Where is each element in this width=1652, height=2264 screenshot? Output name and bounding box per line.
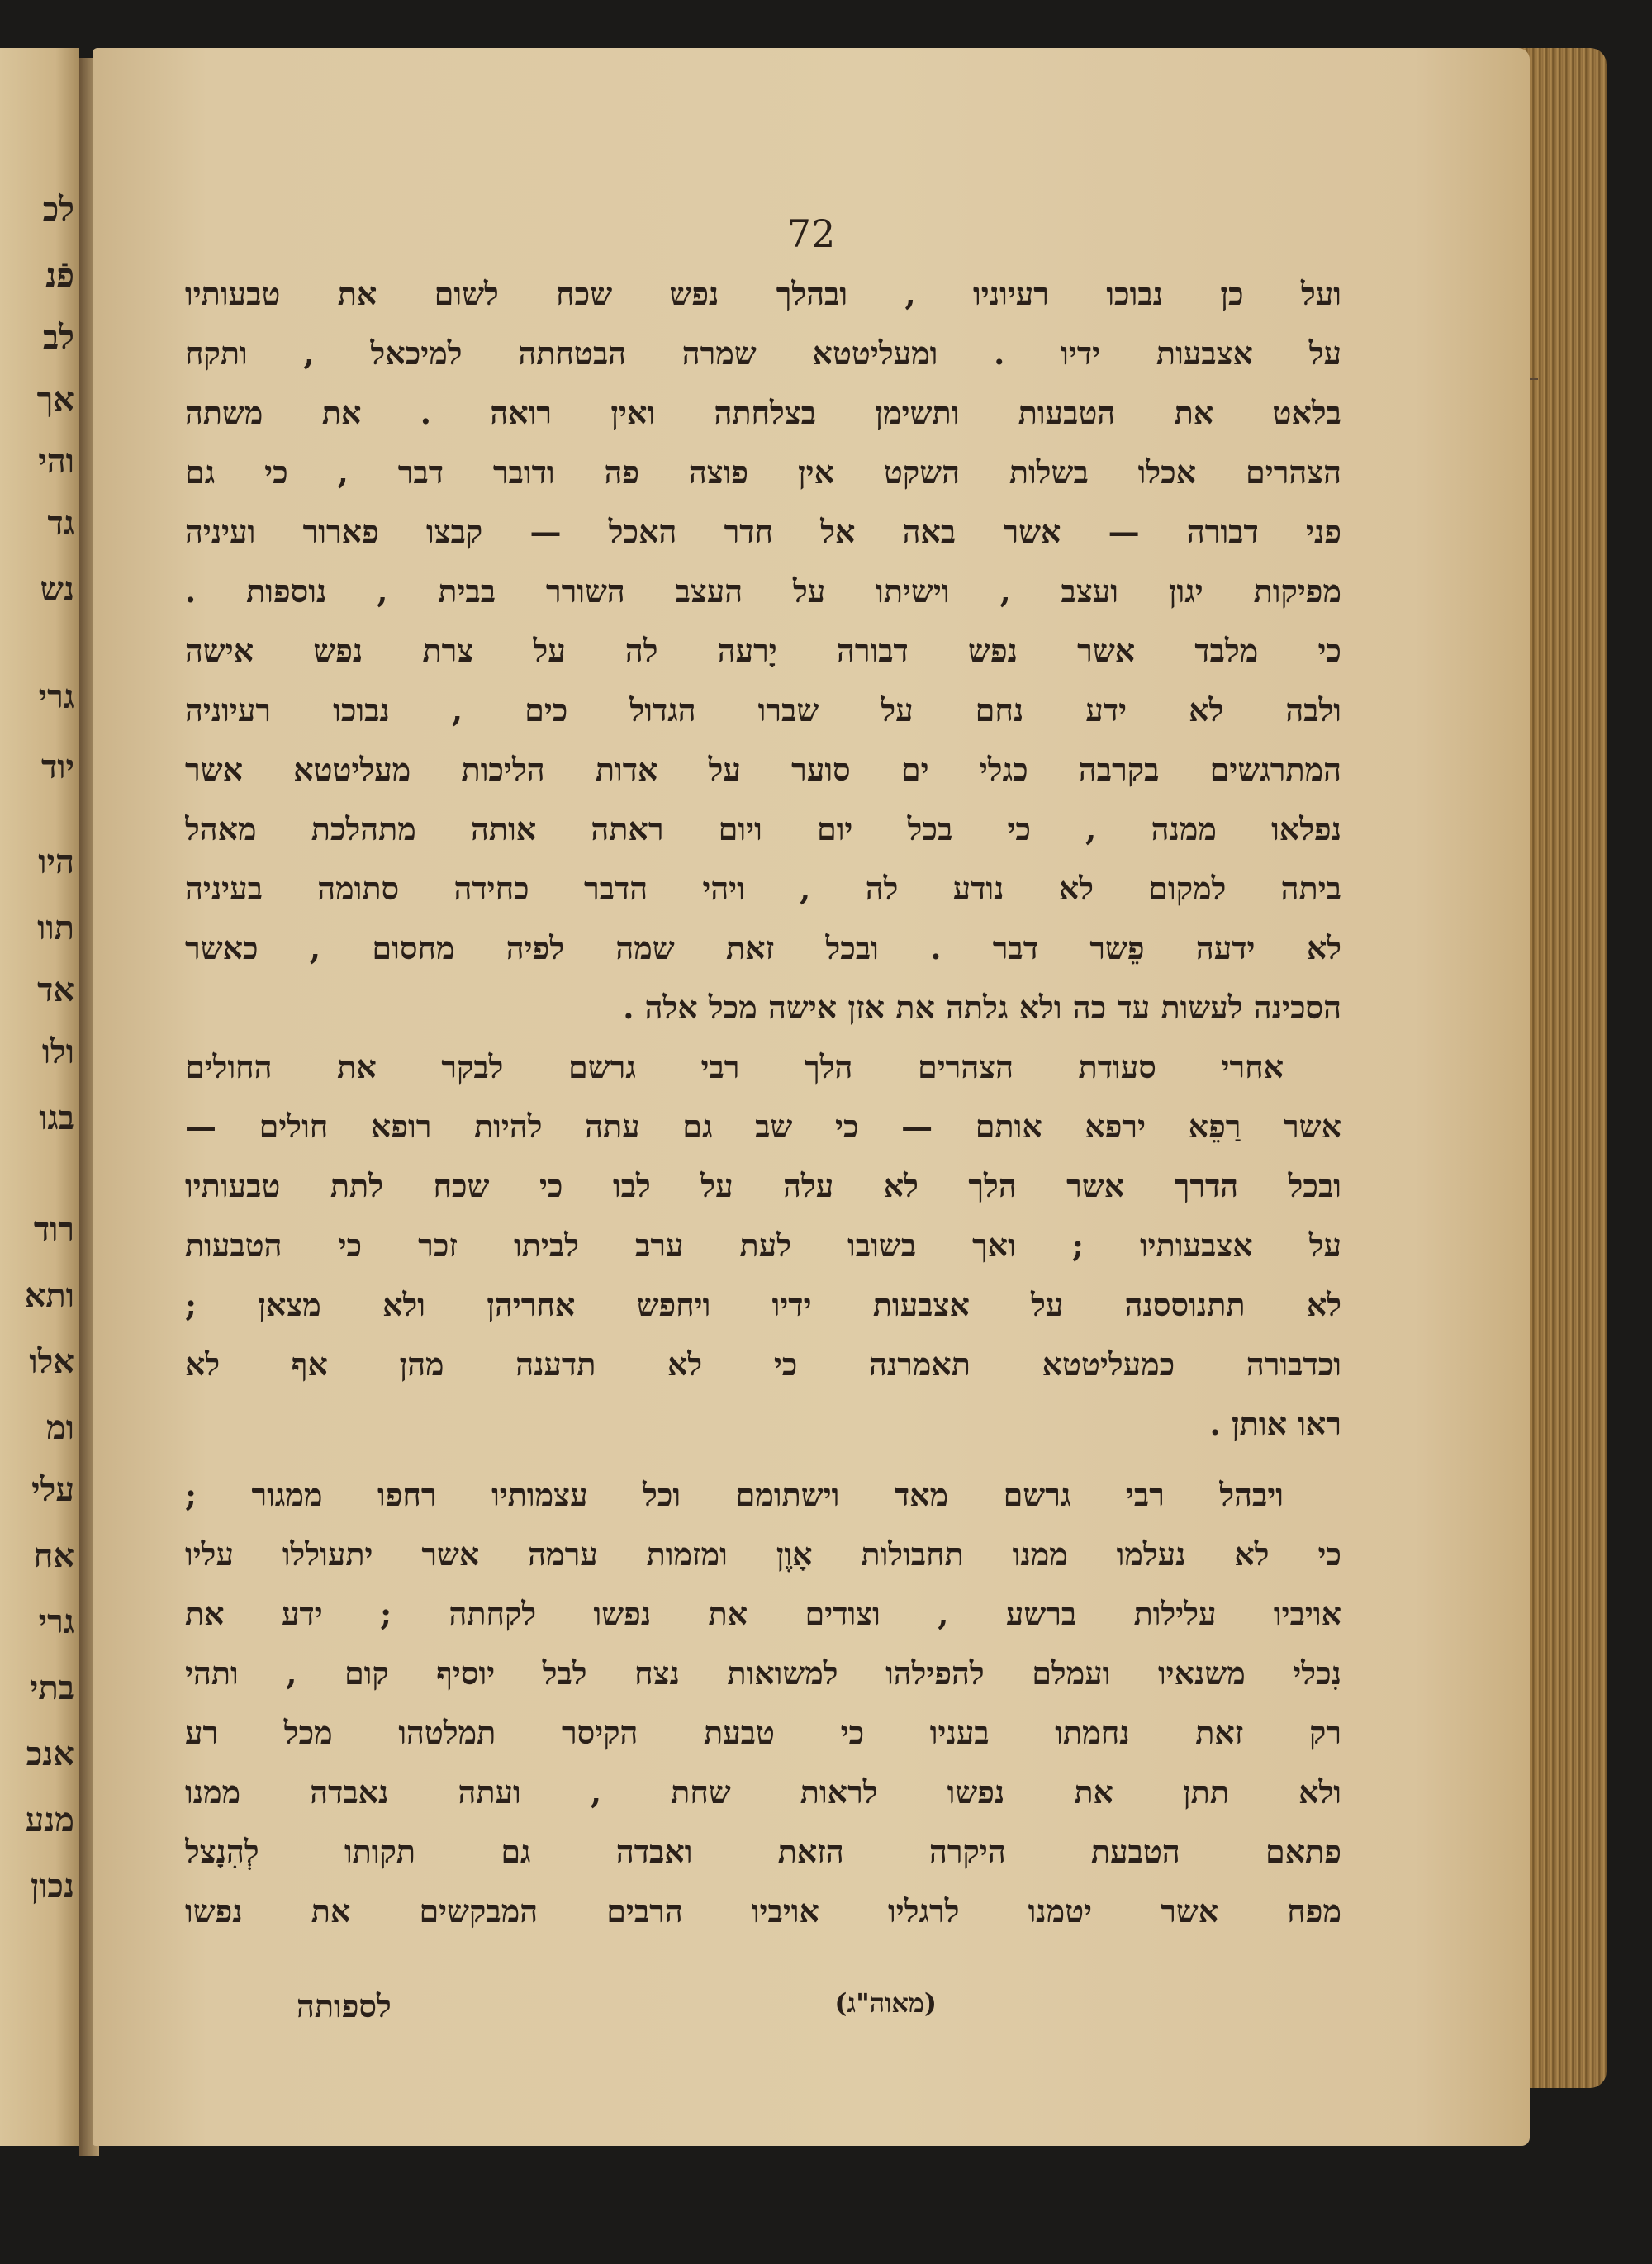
left-page-text-fragment: אנכ [26,1735,74,1773]
page-number: 72 [786,211,836,256]
text-line: על אצבעות ידיו . ומעליטטא שמרה הבטחתה למיכאל , ותקח [185,335,1341,372]
left-page-text-fragment: פֿנ [45,256,74,295]
signature-mark: (מאוה"ג) [834,1987,937,2019]
text-line: אחרי סעודת הצהרים הלך רבי גרשם לבקר את החולים [185,1048,1284,1085]
left-page-text-fragment: אח [33,1536,74,1575]
left-page-text-fragment: לב [43,318,74,357]
text-line: ועל כן נבוכו רעיוניו , ובהלך נפש שכח לשום את טבעותיו [185,275,1341,312]
left-page-text-fragment: ומ [46,1408,74,1447]
left-page-text-fragment: עלי [31,1470,74,1509]
text-line: על אצבעותיו ; ואך בשובו לעת ערב לביתו זכר כי הטבעות [185,1227,1341,1264]
book-page [93,48,1530,2146]
left-page-text-fragment: היו [38,842,74,881]
text-line: נִכלי משנאיו ועמלם להפילהו למשואות נצח לבל יוסיף קום , ותהי [185,1654,1341,1692]
text-line: ולבה לא ידע נחם על שברו הגדול כים , נבוכו רעיוניה [185,691,1341,729]
text-line: רק זאת נחמתו בעניו כי טבעת הקיסר תמלטהו מכל רע [185,1714,1341,1751]
left-page-text-fragment: רוד [33,1210,74,1249]
left-page-text-fragment: תוו [37,909,74,947]
left-page-text-fragment: בגו [39,1099,74,1137]
catchword: לספותה [297,1987,392,2024]
text-line: לא ידעה פֵשר דבר . ובכל זאת שמה לפיה מחסום , כאשר [185,929,1341,966]
left-page-text-fragment: ולו [41,1032,74,1071]
left-page-text-fragment: לכ [42,190,74,229]
text-line: לא תתנוססנה על אצבעות ידיו ויחפש אחריהן ולא מצאן ; [185,1286,1341,1323]
text-line: ביתה למקום לא נודע לה , ויהי הדבר כחידה סתומה בעיניה [185,870,1341,907]
body-text [185,264,1341,1941]
left-page-text-fragment: אלו [29,1342,74,1381]
text-line: הצהרים אכלו בשלות השקט אין פוצה פה ודובר דבר , כי גם [185,453,1341,491]
text-line: בלאט את הטבעות ותשימן בצלחתה ואין רואה . את משתה [185,394,1341,431]
text-line: פתאם הטבעת היקרה הזאת ואבדה גם תקותו לְהִנָצל [185,1833,1341,1870]
text-line: אויביו עלילות ברשע , וצודים את נפשו לקחתה ; ידע את [185,1595,1341,1632]
left-page-text-fragment: נש [40,570,74,609]
text-line: כי לא נעלמו ממנו תחבולות אָוֶן ומזמות ערמה אשר יתעוללו עליו [185,1535,1341,1573]
left-page-text-fragment: אך [36,380,74,419]
text-line: ובכל הדרך אשר הלך לא עלה על לבו כי שכח לתת טבעותיו [185,1167,1341,1204]
text-line: מפיקות יגון ועצב , וישיתו על העצב השורר בבית , נוספות . [185,572,1341,610]
text-line: פני דבורה — אשר באה אל חדר האכל — קבצו פארור ועיניה [185,513,1341,550]
text-line: ראו אותן . [1209,1405,1341,1442]
margin-mark [1530,378,1538,380]
text-line: וכדבורה כמעליטטא תאמרנה כי לא תדענה מהן אף לא [185,1346,1341,1383]
left-page-text-fragment: גרי [38,1602,74,1641]
text-line: הסכינה לעשות עד כה ולא גלתה את אזן אישה מכל אלה . [623,989,1341,1026]
text-line: מפח אשר יטמנו לרגליו אויביו הרבים המבקשים את נפשו [185,1892,1341,1929]
text-line: ולא תתן את נפשו לראות שחת , ועתה נאבדה ממנו [185,1773,1341,1811]
text-line: כי מלבד אשר נפש דבורה יָרעה לה על צרת נפש אישה [185,632,1341,669]
left-page-text-fragment: מנע [25,1801,74,1839]
page-footer [185,1987,1341,2037]
left-page-text-fragment: אד [37,971,74,1009]
text-line: ויבהל רבי גרשם מאד וישתומם וכל עצמותיו רחפו ממגור ; [185,1476,1284,1513]
left-page-text-fragment: גרי [38,677,74,716]
text-line: המתרגשים בקרבה כגלי ים סוער על אדות הליכות מעליטטא אשר [185,751,1341,788]
left-page-text-fragment: והי [38,442,74,481]
left-page-text-fragment: ותא [24,1276,74,1315]
text-line: אשר רַפֵא ירפא אותם — כי שב גם עתה להיות רופא חולים — [185,1108,1341,1145]
left-page-text-fragment: גד [47,504,74,543]
left-page-text-fragment: נכון [31,1867,74,1906]
left-page-fragment [0,48,79,2146]
text-line: נפלאו ממנה , כי בכל יום ויום ראתה אותה מתהלכת מאהל [185,810,1341,847]
left-page-text-fragment: בתי [29,1668,74,1707]
left-page-text-fragment: יוד [41,748,74,786]
